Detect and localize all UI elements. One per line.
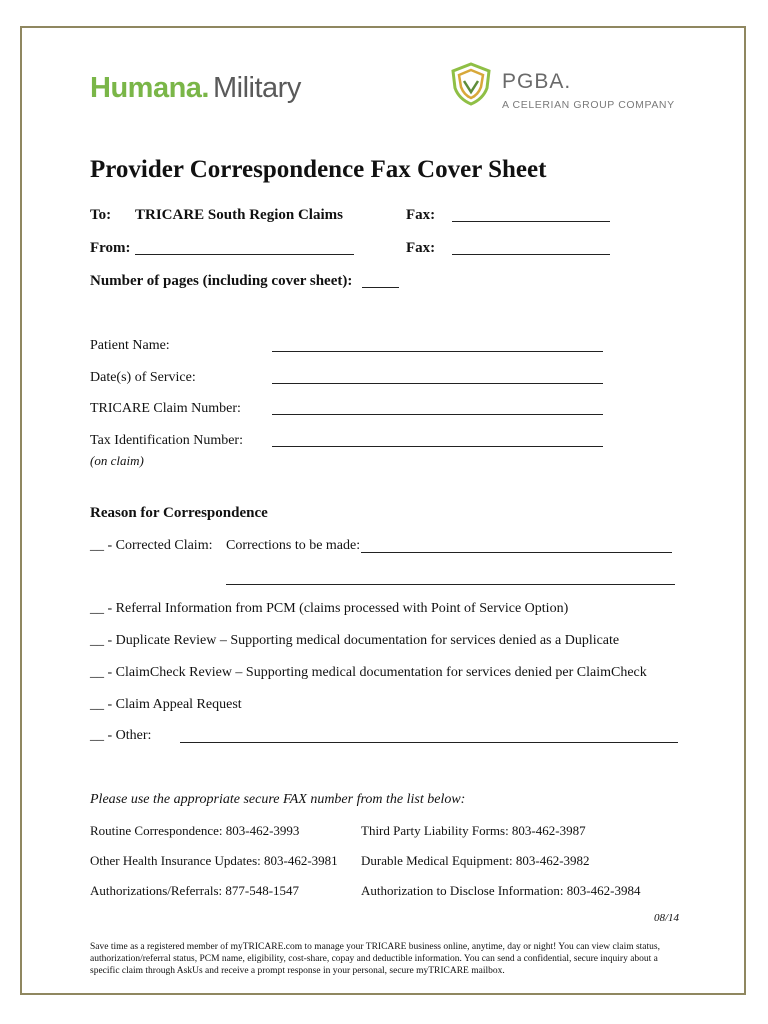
pgba-shield-icon xyxy=(450,62,492,106)
other-field[interactable] xyxy=(180,742,678,743)
fax-other-health-insurance: Other Health Insurance Updates: 803-462-3981 xyxy=(90,853,338,868)
fax-label-2: Fax: xyxy=(406,240,436,256)
referral-info-checkbox[interactable]: __ - Referral Information from PCM (claims processed with Point of Service Option) xyxy=(90,601,569,616)
fax-durable-medical-equipment: Durable Medical Equipment: 803-462-3982 xyxy=(361,853,590,868)
patient-name-label: Patient Name: xyxy=(90,338,170,353)
service-dates-label: Date(s) of Service: xyxy=(90,370,196,385)
tax-id-label: Tax Identification Number: xyxy=(90,433,243,448)
fax-third-party-liability: Third Party Liability Forms: 803-462-3987 xyxy=(361,823,586,838)
fax-field-2[interactable] xyxy=(452,254,610,255)
claimcheck-review-checkbox[interactable]: __ - ClaimCheck Review – Supporting medical documentation for services denied per ClaimCheck xyxy=(90,665,647,680)
service-dates-field[interactable] xyxy=(272,383,603,384)
fax-authorization-disclose: Authorization to Disclose Information: 803-462-3984 xyxy=(361,883,641,898)
from-label: From: xyxy=(90,240,131,256)
pages-label: Number of pages (including cover sheet): xyxy=(90,273,353,289)
claim-number-label: TRICARE Claim Number: xyxy=(90,401,241,416)
pgba-tagline: A CELERIAN GROUP COMPANY xyxy=(502,99,675,111)
claim-appeal-checkbox[interactable]: __ - Claim Appeal Request xyxy=(90,697,242,712)
tax-id-field[interactable] xyxy=(272,446,603,447)
to-label: To: xyxy=(90,207,112,223)
from-field[interactable] xyxy=(135,254,354,255)
to-value: TRICARE South Region Claims xyxy=(135,207,343,223)
page-title: Provider Correspondence Fax Cover Sheet xyxy=(90,156,547,183)
corrections-field[interactable] xyxy=(361,552,672,553)
fax-label-1: Fax: xyxy=(406,207,436,223)
humana-military-logo: Humana. Military xyxy=(90,72,301,104)
other-checkbox[interactable]: __ - Other: xyxy=(90,728,152,743)
corrected-claim-checkbox[interactable]: __ - Corrected Claim: xyxy=(90,538,213,553)
fax-authorizations-referrals: Authorizations/Referrals: 877-548-1547 xyxy=(90,883,300,898)
reason-heading: Reason for Correspondence xyxy=(90,505,268,521)
revision-date: 08/14 xyxy=(654,912,680,924)
tax-id-note: (on claim) xyxy=(90,453,144,468)
claim-number-field[interactable] xyxy=(272,414,603,415)
fax-field-1[interactable] xyxy=(452,221,610,222)
duplicate-review-checkbox[interactable]: __ - Duplicate Review – Supporting medical documentation for services denied as a Duplicate xyxy=(90,633,620,648)
fax-list-intro: Please use the appropriate secure FAX number from the list below: xyxy=(90,792,466,807)
pgba-logo-text: PGBA. xyxy=(502,70,572,93)
pages-field[interactable] xyxy=(362,287,399,288)
fax-routine-correspondence: Routine Correspondence: 803-462-3993 xyxy=(90,823,300,838)
footer-note: Save time as a registered member of myTRICARE.com to manage your TRICARE business online, anytime, day or night! You can view claim status, authorization/referral status, PCM name, eligibility, cost-share, copay and deductible information. You can send a confidential, secure inquiry about a specific claim through AskUs and receive a prompt response in your personal, secure myTRICARE mailbox. xyxy=(90,942,660,976)
corrections-field-2[interactable] xyxy=(226,584,675,585)
corrections-label: Corrections to be made: xyxy=(226,538,361,553)
patient-name-field[interactable] xyxy=(272,351,603,352)
